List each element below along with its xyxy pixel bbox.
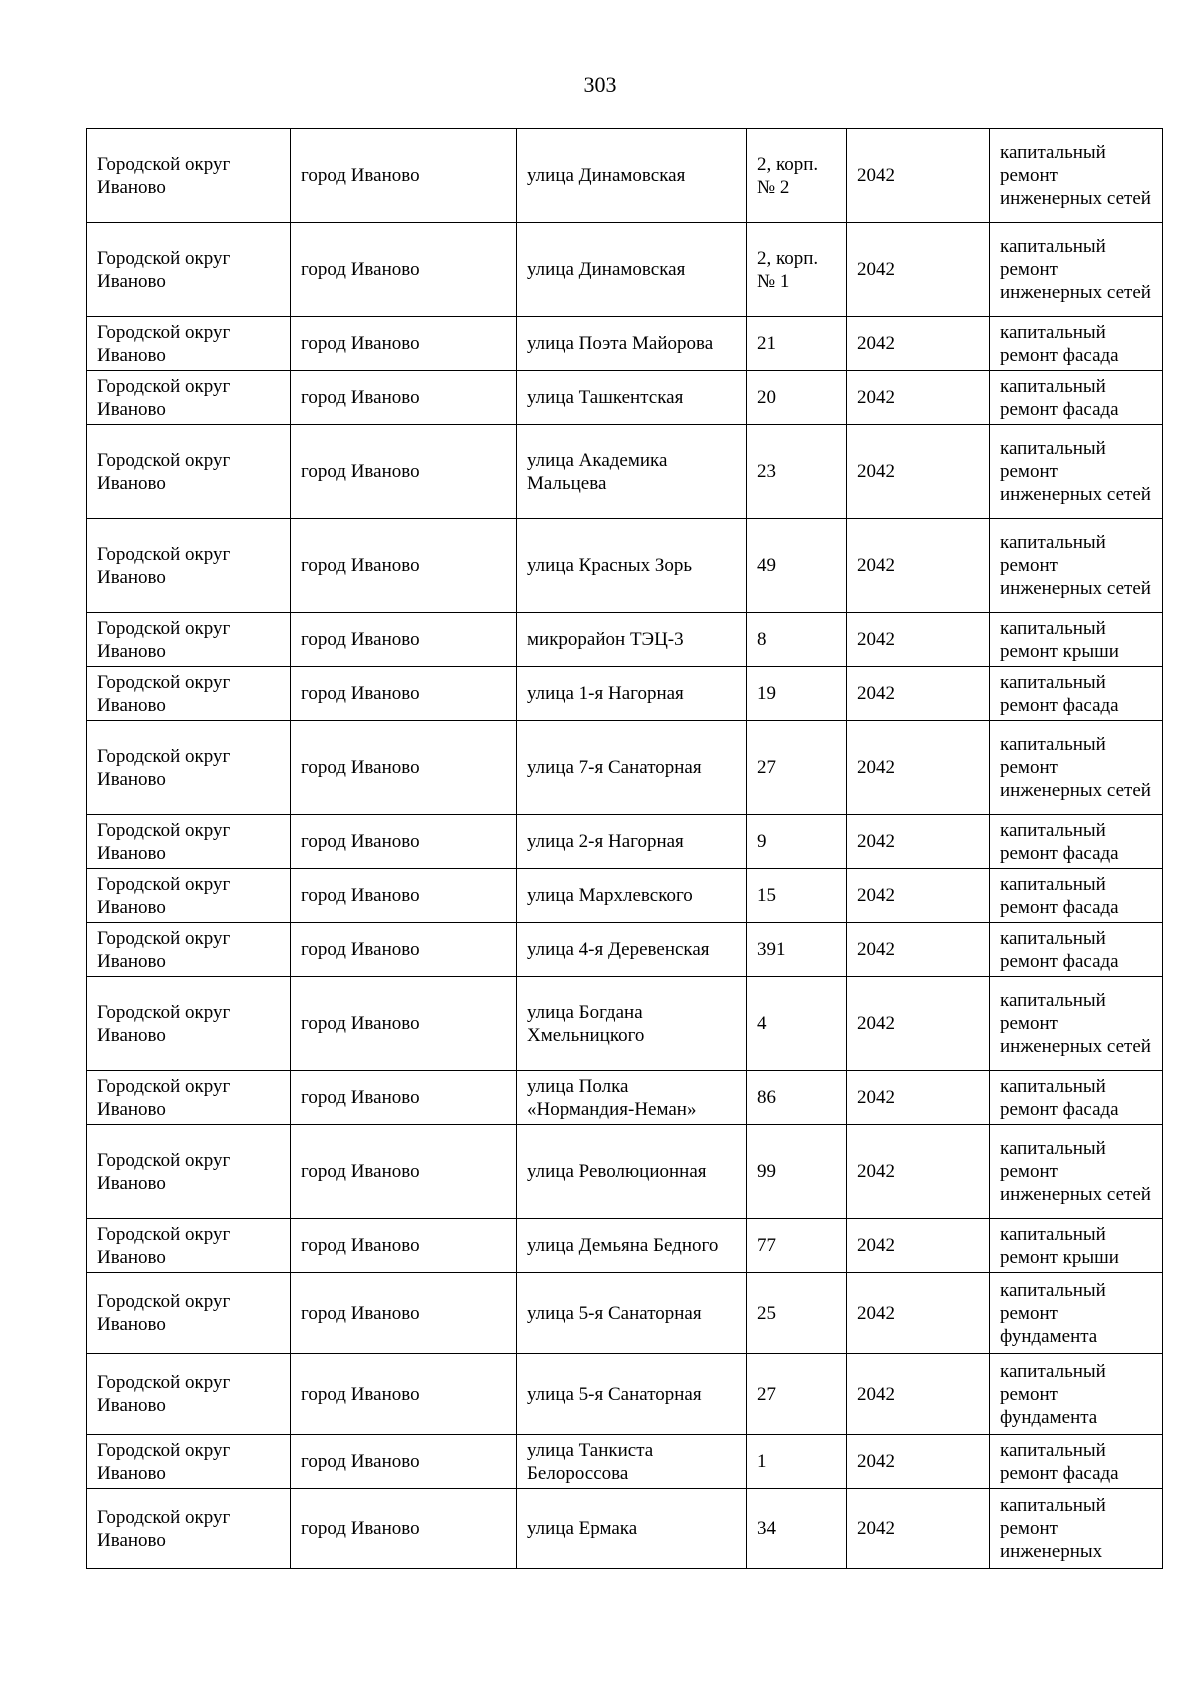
- work-type-cell: капитальный ремонт крыши: [990, 1219, 1163, 1273]
- table-row: [87, 223, 1163, 317]
- settlement-cell: город Иваново: [291, 223, 517, 317]
- settlement-cell: город Иваново: [291, 613, 517, 667]
- street-cell: улица 7-я Санаторная: [517, 721, 747, 815]
- year-cell: 2042: [847, 425, 990, 519]
- year-cell: 2042: [847, 1071, 990, 1125]
- house-number-cell: 34: [747, 1489, 847, 1569]
- work-type-cell: капитальный ремонт фундамента: [990, 1354, 1163, 1435]
- settlement-cell: город Иваново: [291, 667, 517, 721]
- table-row: [87, 923, 1163, 977]
- work-type-cell: капитальный ремонт фасада: [990, 815, 1163, 869]
- settlement-cell: город Иваново: [291, 371, 517, 425]
- municipality-cell: Городской округ Иваново: [87, 371, 291, 425]
- house-number-cell: 25: [747, 1273, 847, 1354]
- street-cell: улица Динамовская: [517, 223, 747, 317]
- municipality-cell: Городской округ Иваново: [87, 129, 291, 223]
- street-cell: улица Мархлевского: [517, 869, 747, 923]
- municipality-cell: Городской округ Иваново: [87, 519, 291, 613]
- table-row: [87, 1219, 1163, 1273]
- repair-schedule-table: [86, 128, 1163, 1569]
- house-number-cell: 8: [747, 613, 847, 667]
- house-number-cell: 15: [747, 869, 847, 923]
- house-number-cell: 2, корп. № 1: [747, 223, 847, 317]
- work-type-cell: капитальный ремонт инженерных сетей: [990, 977, 1163, 1071]
- municipality-cell: Городской округ Иваново: [87, 1489, 291, 1569]
- house-number-cell: 4: [747, 977, 847, 1071]
- municipality-cell: Городской округ Иваново: [87, 1125, 291, 1219]
- table-body: [87, 129, 1163, 1569]
- table-row: [87, 613, 1163, 667]
- work-type-cell: капитальный ремонт инженерных сетей: [990, 1125, 1163, 1219]
- settlement-cell: город Иваново: [291, 1273, 517, 1354]
- work-type-cell: капитальный ремонт фундамента: [990, 1273, 1163, 1354]
- municipality-cell: Городской округ Иваново: [87, 1219, 291, 1273]
- settlement-cell: город Иваново: [291, 1219, 517, 1273]
- year-cell: 2042: [847, 815, 990, 869]
- municipality-cell: Городской округ Иваново: [87, 667, 291, 721]
- table-row: [87, 721, 1163, 815]
- work-type-cell: капитальный ремонт инженерных сетей: [990, 129, 1163, 223]
- street-cell: улица Ермака: [517, 1489, 747, 1569]
- settlement-cell: город Иваново: [291, 425, 517, 519]
- year-cell: 2042: [847, 869, 990, 923]
- municipality-cell: Городской округ Иваново: [87, 923, 291, 977]
- street-cell: улица Красных Зорь: [517, 519, 747, 613]
- settlement-cell: город Иваново: [291, 1435, 517, 1489]
- table-row: [87, 977, 1163, 1071]
- table-row: [87, 129, 1163, 223]
- house-number-cell: 19: [747, 667, 847, 721]
- settlement-cell: город Иваново: [291, 923, 517, 977]
- settlement-cell: город Иваново: [291, 1354, 517, 1435]
- street-cell: улица Демьяна Бедного: [517, 1219, 747, 1273]
- year-cell: 2042: [847, 923, 990, 977]
- house-number-cell: 99: [747, 1125, 847, 1219]
- municipality-cell: Городской округ Иваново: [87, 977, 291, 1071]
- page-number: 303: [583, 72, 617, 97]
- house-number-cell: 27: [747, 721, 847, 815]
- year-cell: 2042: [847, 1219, 990, 1273]
- table-row: [87, 1489, 1163, 1569]
- settlement-cell: город Иваново: [291, 869, 517, 923]
- settlement-cell: город Иваново: [291, 1071, 517, 1125]
- settlement-cell: город Иваново: [291, 317, 517, 371]
- municipality-cell: Городской округ Иваново: [87, 1273, 291, 1354]
- house-number-cell: 21: [747, 317, 847, 371]
- table-row: [87, 317, 1163, 371]
- settlement-cell: город Иваново: [291, 815, 517, 869]
- settlement-cell: город Иваново: [291, 519, 517, 613]
- year-cell: 2042: [847, 1354, 990, 1435]
- year-cell: 2042: [847, 223, 990, 317]
- house-number-cell: 2, корп. № 2: [747, 129, 847, 223]
- work-type-cell: капитальный ремонт инженерных сетей: [990, 721, 1163, 815]
- table-row: [87, 1273, 1163, 1354]
- street-cell: улица Поэта Майорова: [517, 317, 747, 371]
- municipality-cell: Городской округ Иваново: [87, 613, 291, 667]
- year-cell: 2042: [847, 1489, 990, 1569]
- municipality-cell: Городской округ Иваново: [87, 317, 291, 371]
- house-number-cell: 86: [747, 1071, 847, 1125]
- work-type-cell: капитальный ремонт фасада: [990, 667, 1163, 721]
- street-cell: улица Танкиста Белороссова: [517, 1435, 747, 1489]
- table-row: [87, 519, 1163, 613]
- year-cell: 2042: [847, 1435, 990, 1489]
- table-row: [87, 1125, 1163, 1219]
- work-type-cell: капитальный ремонт фасада: [990, 1435, 1163, 1489]
- street-cell: улица Динамовская: [517, 129, 747, 223]
- year-cell: 2042: [847, 129, 990, 223]
- street-cell: улица Полка «Нормандия-Неман»: [517, 1071, 747, 1125]
- settlement-cell: город Иваново: [291, 1489, 517, 1569]
- table-row: [87, 667, 1163, 721]
- settlement-cell: город Иваново: [291, 129, 517, 223]
- settlement-cell: город Иваново: [291, 721, 517, 815]
- street-cell: улица 5-я Санаторная: [517, 1273, 747, 1354]
- municipality-cell: Городской округ Иваново: [87, 721, 291, 815]
- work-type-cell: капитальный ремонт инженерных сетей: [990, 223, 1163, 317]
- street-cell: улица 1-я Нагорная: [517, 667, 747, 721]
- year-cell: 2042: [847, 667, 990, 721]
- settlement-cell: город Иваново: [291, 1125, 517, 1219]
- year-cell: 2042: [847, 613, 990, 667]
- street-cell: улица Ташкентская: [517, 371, 747, 425]
- house-number-cell: 20: [747, 371, 847, 425]
- year-cell: 2042: [847, 1273, 990, 1354]
- street-cell: улица 5-я Санаторная: [517, 1354, 747, 1435]
- street-cell: улица 4-я Деревенская: [517, 923, 747, 977]
- house-number-cell: 23: [747, 425, 847, 519]
- street-cell: микрорайон ТЭЦ-3: [517, 613, 747, 667]
- municipality-cell: Городской округ Иваново: [87, 425, 291, 519]
- work-type-cell: капитальный ремонт инженерных: [990, 1489, 1163, 1569]
- work-type-cell: капитальный ремонт инженерных сетей: [990, 519, 1163, 613]
- table-row: [87, 1354, 1163, 1435]
- municipality-cell: Городской округ Иваново: [87, 1354, 291, 1435]
- municipality-cell: Городской округ Иваново: [87, 1435, 291, 1489]
- house-number-cell: 49: [747, 519, 847, 613]
- settlement-cell: город Иваново: [291, 977, 517, 1071]
- table-row: [87, 1435, 1163, 1489]
- house-number-cell: 27: [747, 1354, 847, 1435]
- house-number-cell: 391: [747, 923, 847, 977]
- table-row: [87, 869, 1163, 923]
- municipality-cell: Городской округ Иваново: [87, 1071, 291, 1125]
- municipality-cell: Городской округ Иваново: [87, 223, 291, 317]
- table-row: [87, 425, 1163, 519]
- year-cell: 2042: [847, 721, 990, 815]
- house-number-cell: 1: [747, 1435, 847, 1489]
- year-cell: 2042: [847, 1125, 990, 1219]
- year-cell: 2042: [847, 317, 990, 371]
- street-cell: улица Революционная: [517, 1125, 747, 1219]
- municipality-cell: Городской округ Иваново: [87, 869, 291, 923]
- work-type-cell: капитальный ремонт фасада: [990, 923, 1163, 977]
- year-cell: 2042: [847, 371, 990, 425]
- work-type-cell: капитальный ремонт фасада: [990, 1071, 1163, 1125]
- work-type-cell: капитальный ремонт фасада: [990, 869, 1163, 923]
- street-cell: улица 2-я Нагорная: [517, 815, 747, 869]
- street-cell: улица Богдана Хмельницкого: [517, 977, 747, 1071]
- work-type-cell: капитальный ремонт крыши: [990, 613, 1163, 667]
- work-type-cell: капитальный ремонт фасада: [990, 317, 1163, 371]
- house-number-cell: 77: [747, 1219, 847, 1273]
- year-cell: 2042: [847, 519, 990, 613]
- table-row: [87, 815, 1163, 869]
- table-row: [87, 371, 1163, 425]
- house-number-cell: 9: [747, 815, 847, 869]
- street-cell: улица Академика Мальцева: [517, 425, 747, 519]
- municipality-cell: Городской округ Иваново: [87, 815, 291, 869]
- table-row: [87, 1071, 1163, 1125]
- work-type-cell: капитальный ремонт инженерных сетей: [990, 425, 1163, 519]
- year-cell: 2042: [847, 977, 990, 1071]
- work-type-cell: капитальный ремонт фасада: [990, 371, 1163, 425]
